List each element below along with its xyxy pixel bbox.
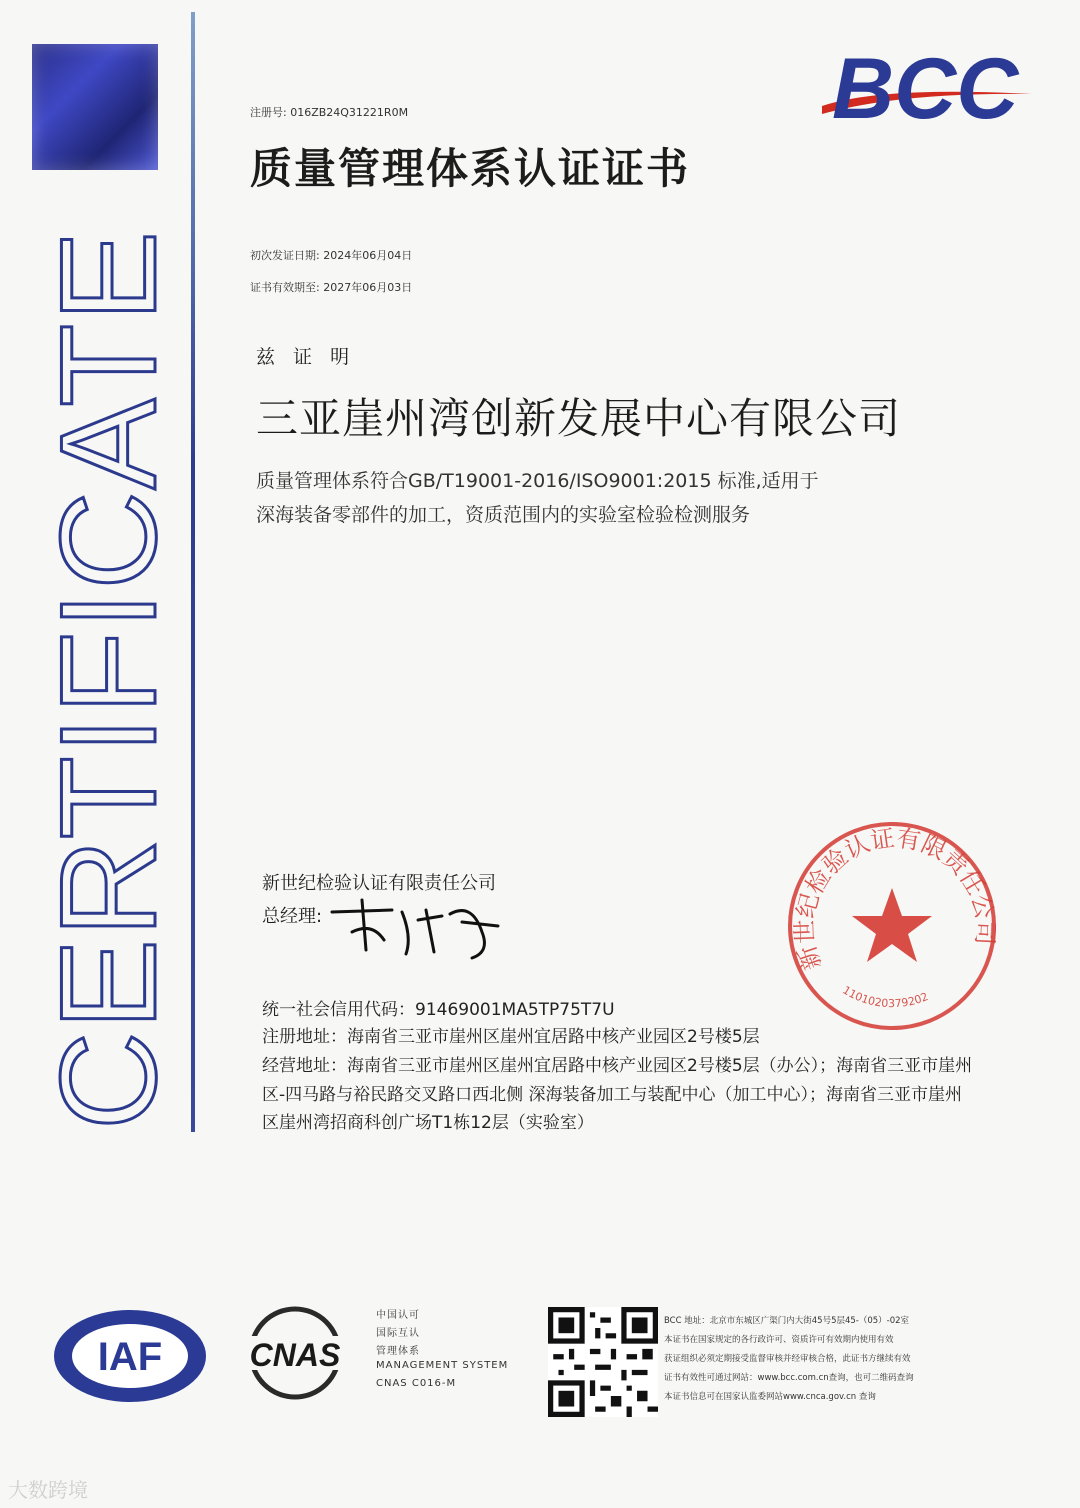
first-issue-date: 初次发证日期: 2024年06月04日 [250,249,413,262]
general-manager-label: 总经理: [262,906,323,927]
cnas-line-5: CNAS C016-M [376,1378,457,1389]
cnas-logo [232,1306,358,1400]
svg-text:IAF: IAF [97,1335,163,1379]
company-name: 三亚崖州湾创新发展中心有限公司 [256,394,902,443]
scope-line-2: 深海装备零部件的加工，资质范围内的实验室检验检测服务 [256,504,751,526]
cnas-line-3: 管理体系 [376,1346,420,1357]
cnas-line-1: 中国认可 [376,1310,420,1321]
bcc-logo [822,36,1032,136]
qr-code[interactable] [548,1307,658,1417]
operating-address-line-1: 经营地址：海南省三亚市崖州区崖州宜居路中核产业园区2号楼5层（办公）；海南省三亚市崖州 [262,1056,973,1076]
svg-text:CNAS: CNAS [249,1337,341,1373]
bcc-note-line-4: 证书有效性可通过网站：www.bcc.com.cn查询，也可二维码查询 [664,1373,914,1383]
svg-text:1101020379202: 1101020379202 [840,983,931,1011]
bcc-address-line: BCC 地址：北京市东城区广渠门内大街45号5层45-（05）-02室 [664,1316,910,1326]
registered-address: 注册地址：海南省三亚市崖州区崖州宜居路中核产业园区2号楼5层 [262,1027,760,1047]
operating-address-line-2: 区-四马路与裕民路交叉路口西北侧 深海装备加工与装配中心（加工中心）；海南省三亚市崖州 [262,1085,963,1105]
issuer-name: 新世纪检验认证有限责任公司 [262,873,496,894]
cnas-line-4: MANAGEMENT SYSTEM [376,1360,509,1371]
company-stamp [782,816,1002,1036]
certificate-title: 质量管理体系认证证书 [250,144,691,193]
bcc-note-line-3: 获证组织必须定期接受监督审核并经审核合格，此证书方继续有效 [664,1354,911,1364]
hologram-seal [32,44,158,170]
certify-label: 兹 证 明 [256,346,356,368]
bcc-note-line-5: 本证书信息可在国家认监委网站www.cnca.gov.cn 查询 [664,1392,876,1402]
svg-text:BCC: BCC [832,41,1019,136]
credit-code: 统一社会信用代码：91469001MA5TP75T7U [262,1000,615,1020]
watermark-text: 大数跨境 [8,1478,88,1502]
cnas-line-2: 国际互认 [376,1328,420,1339]
scope-line-1: 质量管理体系符合GB/T19001-2016/ISO9001:2015 标准,适用于 [256,470,819,492]
valid-until-date: 证书有效期至: 2027年06月03日 [250,281,413,294]
bcc-note-line-2: 本证书在国家规定的各行政许可、资质许可有效期内使用有效 [664,1335,894,1345]
certificate-vertical-word: CERTIFICATE [32,228,184,1130]
iaf-logo [50,1306,210,1406]
signature [322,892,512,962]
svg-text:新世纪检验认证有限责任公司: 新世纪检验认证有限责任公司 [790,823,1000,974]
operating-address-line-3: 区崖州湾招商科创广场T1栋12层（实验室） [262,1113,594,1133]
vertical-divider [191,12,195,1132]
registration-number: 注册号: 016ZB24Q31221R0M [250,106,409,119]
